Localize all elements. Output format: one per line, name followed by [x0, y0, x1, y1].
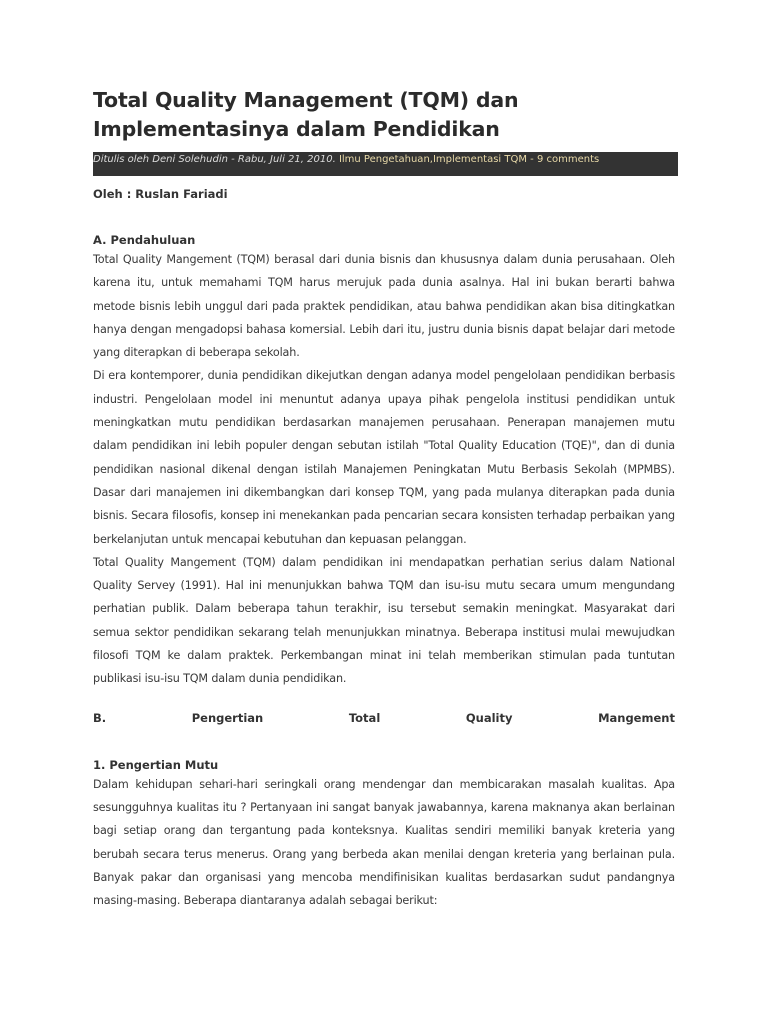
body-paragraph: Dalam kehidupan sehari-hari seringkali orang mendengar dan membicarakan masalah kualitas. Apa sesungguhnya kualitas itu ? Pertanyaan ini sangat banyak jawabannya, karena maknanya akan berlainan bagi setiap orang dan tergantung pada konteksnya. Kualitas sendiri memiliki banyak kreteria yang berubah secara terus menerus. Orang yang berbeda akan menilai dengan kreteria yang berlainan pula. Banyak pakar dan organisasi yang mencoba mendifinisikan kualitas berdasarkan sudut pandangnya masing-masing. Beberapa diantaranya adalah sebagai berikut:: [93, 777, 675, 908]
post-author-date: Ditulis oleh Deni Solehudin - Rabu, Juli 21, 2010.: [93, 154, 336, 165]
section-b-word: Mangement: [598, 710, 675, 725]
section-b-heading: [93, 710, 675, 726]
body-paragraph: Total Quality Mangement (TQM) berasal dari dunia bisnis dan khususnya dalam dunia perusahaan. Oleh karena itu, untuk memahami TQM harus merujuk pada dunia asalnya. Hal ini bukan berarti bahwa metode bisnis lebih unggul dari pada praktek pendidikan, atau bahwa pendidikan akan bisa ditingkatkan hanya dengan mengadopsi bahasa komersial. Lebih dari itu, justru dunia bisnis dapat belajar dari metode yang diterapkan di beberapa sekolah.: [93, 253, 675, 360]
subsection-heading: 1. Pengertian Mutu: [93, 757, 219, 772]
section-a-heading: A. Pendahuluan: [93, 233, 196, 247]
article: [93, 86, 675, 912]
section-b-word: Quality: [465, 710, 513, 725]
section-b-word: Pengertian: [191, 710, 264, 725]
body-paragraph: Total Quality Mangement (TQM) dalam pendidikan ini mendapatkan perhatian serius dalam National Quality Servey (1991). Hal ini menunjukkan bahwa TQM dan isu-isu mutu secara umum mengundang perhatian publik. Dalam beberapa tahun terakhir, isu tersebut semakin meningkat. Masyarakat dari semua sektor pendidikan sekarang telah menunjukkan minatnya. Beberapa institusi mulai mewujudkan filosofi TQM ke dalam praktek. Perkembangan minat ini telah memberikan stimulan pada tuntutan publikasi isu-isu TQM dalam dunia pendidikan.: [93, 555, 675, 686]
section-b-word: Total: [348, 710, 381, 725]
section-b-word: B.: [93, 710, 107, 725]
meta-separator: -: [526, 154, 537, 165]
post-meta-bar: [93, 152, 678, 176]
body-paragraph: Di era kontemporer, dunia pendidikan dikejutkan dengan adanya model pengelolaan pendidikan berbasis industri. Pengelolaan model ini menuntut adanya upaya pihak pengelola institusi pendidikan untuk meningkatkan mutu pendidikan berdasarkan manajemen perusahaan. Penerapan manajemen mutu dalam pendidikan ini lebih populer dengan sebutan istilah "Total Quality Education (TQE)", dan di dunia pendidikan nasional dikenal dengan istilah Manajemen Peningkatan Mutu Berbasis Sekolah (MPMBS). Dasar dari manajemen ini dikembangkan dari konsep TQM, yang pada mulanya diterapkan pada dunia bisnis. Secara filosofis, konsep ini menekankan pada pencarian secara konsisten terhadap perbaikan yang berkelanjutan untuk mencapai kebutuhan dan kepuasan pelanggan.: [93, 369, 675, 546]
post-tags-link[interactable]: Ilmu Pengetahuan,Implementasi TQM: [338, 154, 527, 165]
article-title: Total Quality Management (TQM) dan Implementasinya dalam Pendidikan: [93, 88, 519, 141]
byline: Oleh : Ruslan Fariadi: [93, 187, 228, 201]
comments-link[interactable]: 9 comments: [536, 154, 600, 165]
